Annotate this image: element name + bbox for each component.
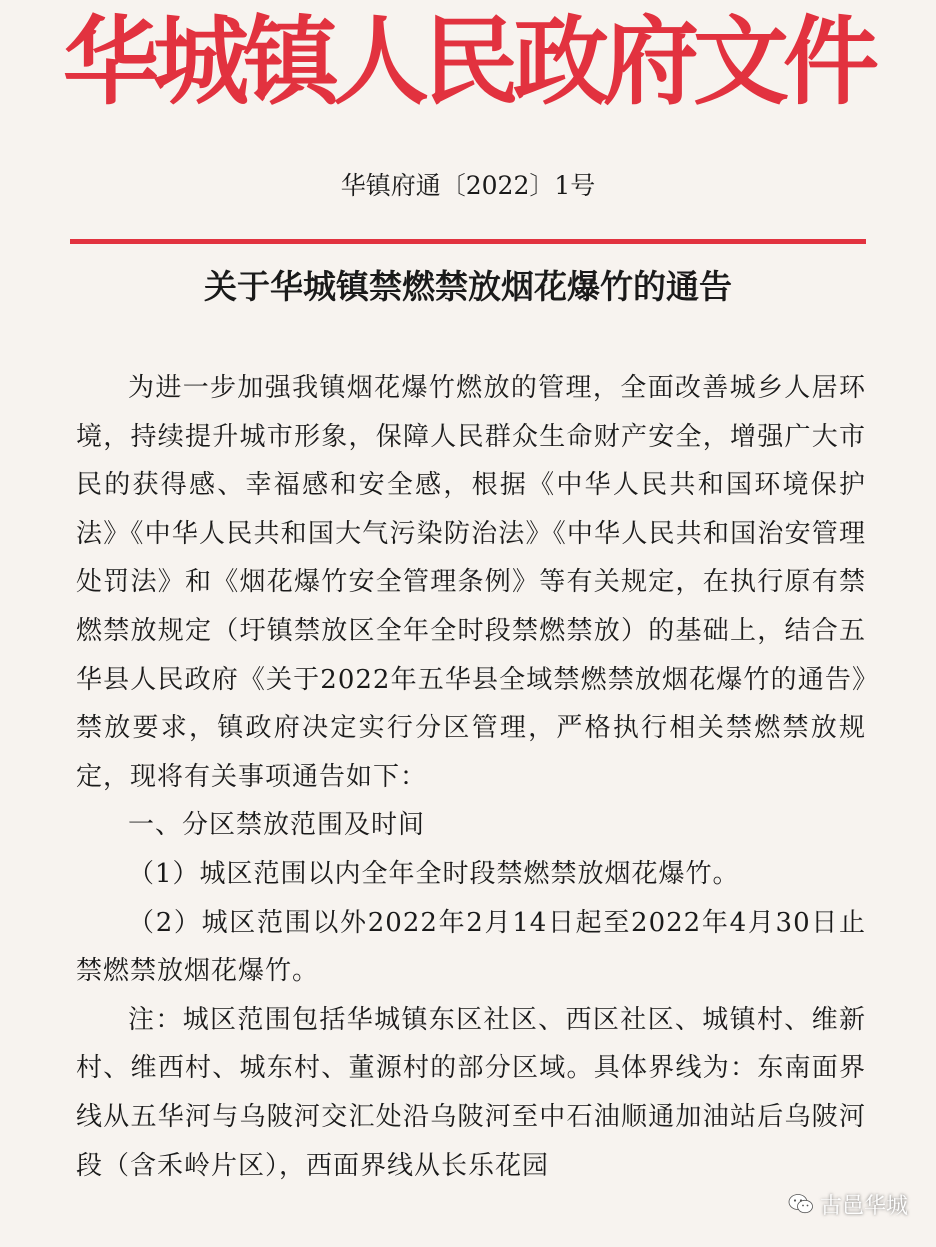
section-heading: 一、分区禁放范围及时间 (128, 810, 426, 841)
watermark-text: 古邑华城 (819, 1193, 908, 1219)
red-divider (70, 239, 866, 244)
account-watermark (788, 1184, 908, 1224)
paragraph-item-2: （2）城区范围以外2022年2月14日起至2022年4月30日止禁燃禁放烟花爆竹。 (76, 907, 866, 987)
document-number: 华镇府通〔2022〕1号 (340, 171, 596, 200)
masthead-title: 华城镇人民政府文件 (63, 5, 873, 118)
notice-body (76, 364, 866, 1190)
paragraph-item-1: （1）城区范围以内全年全时段禁燃禁放烟花爆竹。 (128, 858, 740, 889)
wechat-icon (788, 1191, 814, 1217)
notice-title: 关于华城镇禁燃禁放烟花爆竹的通告 (204, 267, 732, 306)
paragraph-note: 注：城区范围包括华城镇东区社区、西区社区、城镇村、维新村、维西村、城东村、董源村的部分区域。具体界线为：东南面界线从五华河与乌陂河交汇处沿乌陂河至中石油顺通加油站后乌陂河段（含禾岭片区），西面界线从长乐花园 (76, 1004, 866, 1181)
paragraph-preamble: 为进一步加强我镇烟花爆竹燃放的管理，全面改善城乡人居环境，持续提升城市形象，保障人民群众生命财产安全，增强广大市民的获得感、幸福感和安全感，根据《中华人民共和国环境保护法》《中华人民共和国大气污染防治法》《中华人民共和国治安管理处罚法》和《烟花爆竹安全管理条例》等有关规定，在执行原有禁燃禁放规定（圩镇禁放区全年全时段禁燃禁放）的基础上，结合五华县人民政府《关于2022年五华县全域禁燃禁放烟花爆竹的通告》禁放要求，镇政府决定实行分区管理，严格执行相关禁燃禁放规定，现将有关事项通告如下： (76, 373, 866, 792)
